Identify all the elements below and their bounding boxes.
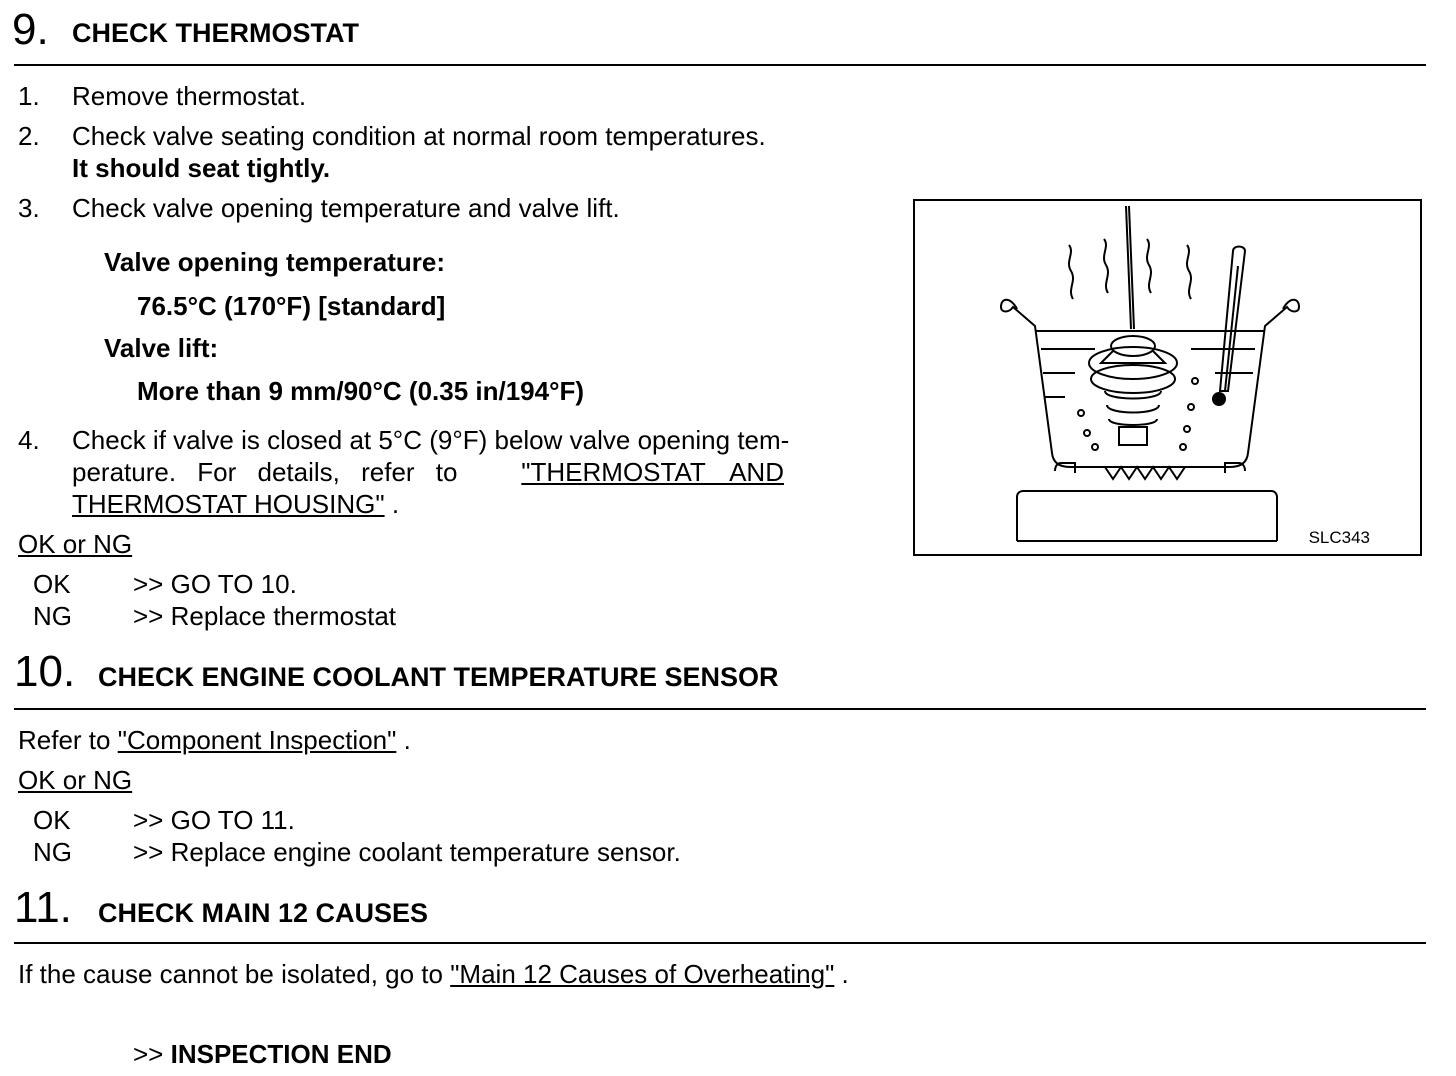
cause-prefix: If the cause cannot be isolated, go to — [18, 959, 443, 989]
list-item-text: Check if valve is closed at 5°C (9°F) below valve opening tem- — [72, 425, 790, 455]
list-item-text — [72, 456, 784, 488]
list-item-note: It should seat tightly. — [72, 153, 331, 183]
result-code: OK — [33, 569, 71, 599]
list-item-number: 1. — [18, 81, 40, 111]
section-divider — [14, 942, 1426, 944]
spec-value-lift: More than 9 mm/90°C (0.35 in/194°F) — [137, 376, 585, 406]
inspection-end — [133, 1038, 392, 1070]
result-code: NG — [33, 837, 72, 867]
spec-label-lift: Valve lift: — [104, 333, 219, 363]
step-11-header — [14, 883, 72, 932]
section-divider — [14, 64, 1426, 66]
refer-suffix: . — [403, 725, 411, 755]
refer-prefix: Refer to — [18, 725, 111, 755]
ok-ng-label: OK or NG — [18, 765, 133, 795]
inspection-end-prefix: >> — [133, 1039, 164, 1069]
list-item-text-prefix: perature. For details, refer to — [72, 457, 458, 487]
step-number: 11. — [14, 883, 72, 932]
list-item-suffix: . — [391, 489, 400, 519]
result-code: NG — [33, 601, 72, 631]
list-item-number: 3. — [18, 193, 40, 223]
result-code: OK — [33, 805, 71, 835]
inspection-end-label: INSPECTION END — [170, 1039, 392, 1069]
result-action: >> GO TO 10. — [133, 569, 297, 599]
step-10-header — [14, 647, 76, 696]
result-action: >> Replace thermostat — [133, 601, 397, 631]
main-12-causes-link[interactable]: "Main 12 Causes of Overheating" — [450, 959, 835, 989]
component-inspection-link[interactable]: "Component Inspection" — [117, 725, 397, 755]
list-item-text: Check valve opening temperature and valve lift. — [72, 193, 620, 223]
result-action: >> Replace engine coolant temperature sensor. — [133, 837, 681, 867]
list-item-number: 4. — [18, 425, 40, 455]
step-number: 9. — [12, 5, 49, 54]
step-number: 10. — [14, 647, 76, 696]
step-title: CHECK MAIN 12 CAUSES — [98, 898, 429, 928]
list-item-text: Check valve seating condition at normal room temperatures. — [72, 121, 766, 151]
spec-value-opening: 76.5°C (170°F) [standard] — [137, 291, 446, 321]
thermostat-housing-link[interactable]: "THERMOSTAT AND — [521, 457, 784, 487]
list-item-number: 2. — [18, 121, 40, 151]
cause-suffix: . — [841, 959, 849, 989]
thermostat-test-illustration — [913, 199, 1422, 556]
step-9-header — [12, 5, 49, 54]
refer-text — [18, 724, 411, 756]
list-item-text — [72, 488, 399, 520]
section-divider — [14, 708, 1426, 710]
step-title: CHECK THERMOSTAT — [72, 18, 359, 48]
figure-code: SLC343 — [1308, 528, 1370, 547]
result-action: >> GO TO 11. — [133, 805, 295, 835]
ok-ng-label: OK or NG — [18, 529, 133, 559]
list-item-text: Remove thermostat. — [72, 81, 307, 111]
thermostat-housing-link[interactable]: THERMOSTAT HOUSING" — [72, 489, 385, 519]
cause-text — [18, 958, 849, 990]
step-title: CHECK ENGINE COOLANT TEMPERATURE SENSOR — [98, 662, 779, 692]
thermostat-in-heated-water-diagram — [915, 201, 1420, 554]
spec-label-opening: Valve opening temperature: — [104, 247, 445, 277]
